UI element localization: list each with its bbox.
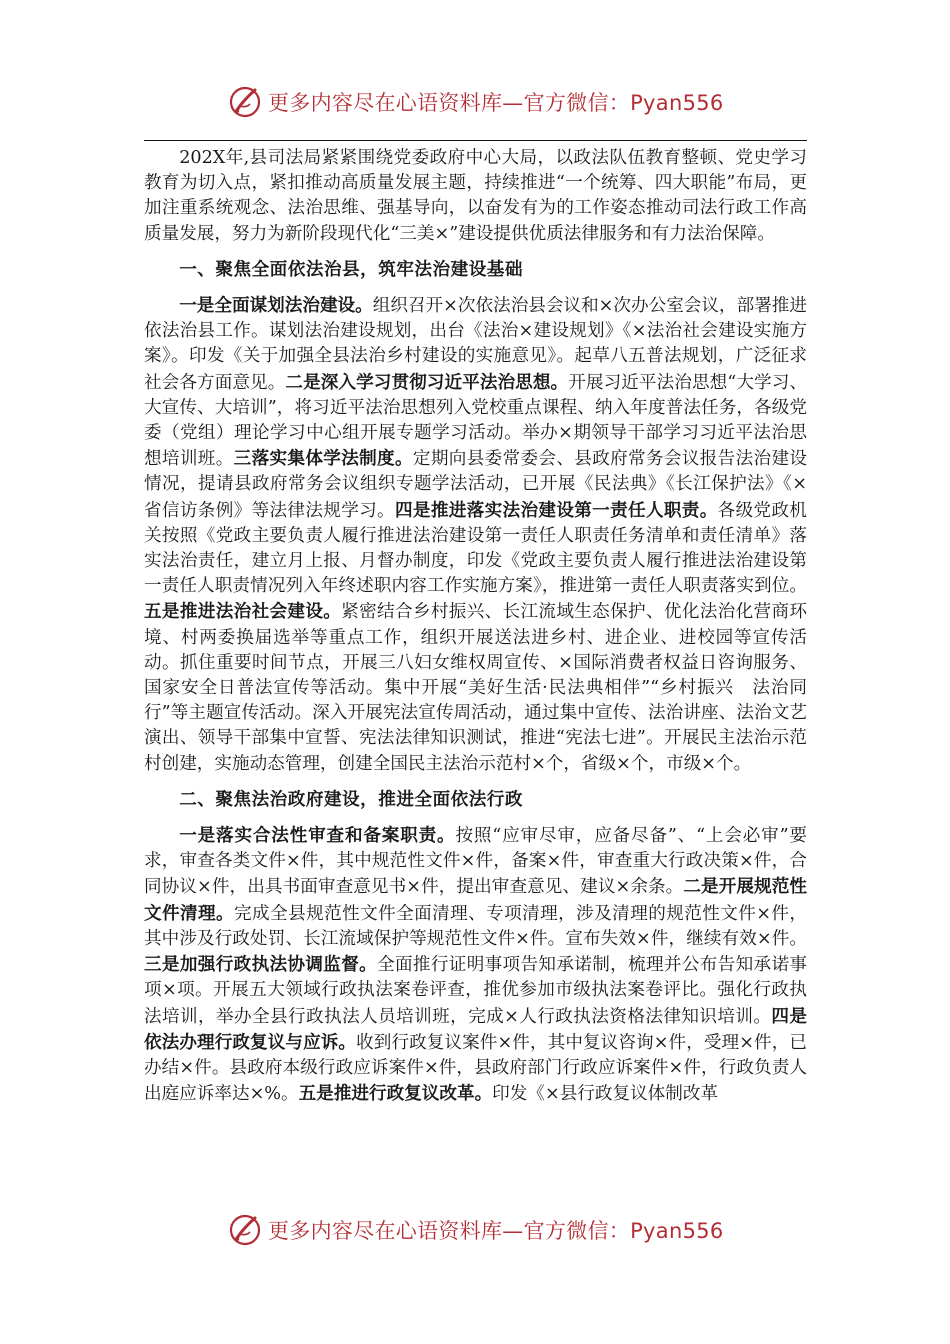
s2-point-4-text: 收到行政复议案件×件，其中复议咨询×件，受理×件，已办结×件。县政府本级行政应诉案件×件，县政府部门行政应诉案件×件，行政负责人出庭应诉率达×%。 (144, 1032, 807, 1105)
s1-point-1-text: 组织召开×次依法治县会议和×次办公室会议，部署推进依法治县工作。谋划法治建设规划，出台《法治×建设规划》《×法治社会建设实施方案》。印发《关于加强全县法治乡村建设的实施意见》。起草八五普法规划，广泛征求社会各方面意见。 (144, 296, 807, 393)
footer-watermark-banner (228, 1212, 748, 1248)
s1-point-2-text: 开展习近平法治思想“大学习、大宣传、大培训”，将习近平法治思想列入党校重点课程、纳入年度普法任务，各级党委（党组）理论学习中心组开展专题学习活动。举办×期领导干部学习习近平法治思想培训班。 (144, 372, 807, 470)
s1-point-5-text: 紧密结合乡村振兴、长江流域生态保护、优化法治化营商环境、村两委换届选举等重点工作，组织开展送法进乡村、进企业、进校园等宣传活动。抓住重要时间节点，开展三八妇女维权周宣传、×国际消费者权益日咨询服务、国家安全日普法宣传等活动。集中开展“美好生活·民法典相伴”“乡村振兴 法治同行”等主题宣传活动。深入开展宪法宣传周活动，通过集中宣传、法治讲座、法治文艺演出、领导干部集中宣誓、宪法法律知识测试，推进“宪法七进”。开展民主法治示范村创建，实施动态管理，创建全国民主法治示范村×个，省级×个，市级×个。 (144, 602, 807, 774)
section-2-paragraph (144, 823, 807, 1107)
pen-ink-logo-icon (228, 84, 266, 120)
s1-point-1-title: 一是全面谋划法治建设。 (179, 295, 373, 317)
s2-point-3-text: 全面推行证明事项告知承诺制，梳理并公布告知承诺事项×项。开展五大领域行政执法案卷评查，推优参加市级执法案卷评比。强化行政执法培训，举办全县行政执法人员培训班，完成×人行政执法资格法律知识培训。 (144, 955, 807, 1027)
s2-point-3-title: 三是加强行政执法协调监督。 (144, 954, 378, 976)
header-divider (144, 140, 807, 141)
s1-point-4-title: 四是推进落实法治建设第一责任人职责。 (394, 499, 718, 521)
s1-point-3-title: 三落实集体学法制度。 (233, 448, 413, 470)
s1-point-3-text: 定期向县委常委会、县政府常务会议报告法治建设情况，提请县政府常务会议组织专题学法活动，已开展《民法典》《长江保护法》《×省信访条例》等法律法规学习。 (144, 449, 807, 521)
s2-point-2-title: 二是开展规范性文件清理。 (144, 876, 807, 924)
pen-ink-logo-icon (228, 1212, 266, 1248)
s2-point-5-title: 五是推进行政复议改革。 (298, 1083, 493, 1105)
s2-point-1-title: 一是落实合法性审查和备案职责。 (179, 825, 456, 847)
s1-point-4-text: 各级党政机关按照《党政主要负责人履行推进法治建设第一责任人职责任务清单和责任清单》落实法治责任，建立月上报、月督办制度，印发《党政主要负责人履行推进法治建设第一责任人职责情况列入年终述职内容工作实施方案》，推进第一责任人职责落实到位。 (144, 500, 807, 597)
header-watermark-banner (228, 84, 748, 120)
section-1-heading: 一、聚焦全面依法治县，筑牢法治建设基础 (179, 258, 523, 280)
document-body (144, 146, 807, 1107)
banner-text: 更多内容尽在心语资料库—官方微信：Pyan556 (268, 1219, 724, 1243)
section-1-paragraph (144, 293, 807, 777)
s2-point-4-title: 四是依法办理行政复议与应诉。 (144, 1005, 807, 1053)
section-2-heading: 二、聚焦法治政府建设，推进全面依法行政 (179, 788, 523, 810)
s2-point-1-text: 按照“应审尽审，应备尽备”、“上会必审”要求，审查各类文件×件，其中规范性文件×件，备案×件，审查重大行政决策×件，合同协议×件，出具书面审查意见书×件，提出审查意见、建议×余条。 (144, 826, 807, 898)
intro-paragraph: 202X年,县司法局紧紧围绕党委政府中心大局，以政法队伍教育整顿、党史学习教育为切入点，紧扣推动高质量发展主题，持续推进“一个统筹、四大职能”布局，更加注重系统观念、法治思维、强基导向，以奋发有为的工作姿态推动司法行政工作高质量发展，努力为新阶段现代化“三美×”建设提供优质法律服务和有力法治保障。 (144, 148, 807, 244)
banner-text: 更多内容尽在心语资料库—官方微信：Pyan556 (268, 91, 724, 115)
s2-point-5-text: 印发《×县行政复议体制改革 (492, 1084, 719, 1105)
s2-point-2-text: 完成全县规范性文件全面清理、专项清理，涉及清理的规范性文件×件，其中涉及行政处罚、长江流域保护等规范性文件×件。宣布失效×件，继续有效×件。 (144, 903, 807, 949)
s1-point-5-title: 五是推进法治社会建设。 (144, 601, 342, 623)
s1-point-2-title: 二是深入学习贯彻习近平法治思想。 (285, 371, 569, 393)
